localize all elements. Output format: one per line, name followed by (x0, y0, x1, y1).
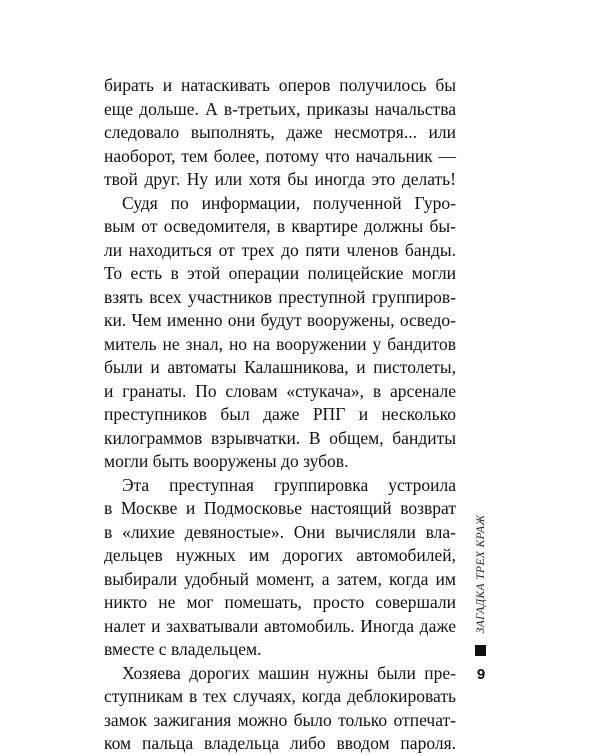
text-line: твой друг. Ну или хотя бы иногда это делать! (104, 169, 456, 189)
text-line: Хозяева дорогих машин нужны были пре- (122, 662, 456, 683)
paragraph (104, 662, 456, 756)
running-head-title: ЗАГАДКА ТРЕХ КРАЖ (475, 514, 487, 634)
text-line: вым от осведомителя, в квартире должны бы- (104, 216, 456, 236)
text-line: могли быть вооружены до зубов. (104, 451, 349, 471)
body-text (104, 74, 456, 756)
paragraph (104, 74, 456, 192)
paragraph (104, 474, 456, 662)
text-line: взять всех участников преступной группиров- (104, 286, 456, 307)
text-line: ки. Чем именно они будут вооружены, осведо- (104, 310, 456, 330)
text-line: выбирали удобный момент, а затем, когда им (104, 568, 456, 589)
text-line: и гранаты. По словам «стукача», в арсенале (104, 380, 456, 401)
text-line: замок зажигания можно было только отпечат- (104, 709, 456, 730)
text-line: в «лихие девяностые». Они вычисляли вла- (104, 521, 456, 542)
section-marker-square (475, 645, 486, 656)
text-line: ступникам в тех случаях, когда деблокировать (104, 686, 456, 706)
text-line: никто не мог помешать, просто совершали (104, 592, 456, 612)
text-line: дельцев нужных им дорогих автомобилей, (104, 545, 456, 565)
text-line: еще дольше. А в-третьих, приказы начальства (104, 98, 456, 119)
text-line: преступников был даже РПГ и несколько (104, 404, 456, 424)
text-line: То есть в этой операции полицейские могли (104, 263, 456, 283)
text-line: килограммов взрывчатки. В общем, бандиты (104, 427, 456, 448)
text-line: следовало выполнять, даже несмотря... или (104, 122, 456, 142)
text-line: митель не знал, но на вооружении у бандитов (104, 333, 456, 354)
text-line: бирать и натаскивать оперов получилось бы (104, 75, 456, 95)
text-line: вместе с владельцем. (104, 639, 262, 659)
text-line: Судя по информации, полученной Гуро- (122, 192, 456, 213)
text-line: ком пальца владельца либо вводом пароля. (104, 733, 456, 753)
text-line: Эта преступная группировка устроила (122, 474, 456, 495)
page-number: 9 (476, 666, 486, 683)
text-line: были и автоматы Калашникова, и пистолеты, (104, 357, 456, 377)
paragraph (104, 192, 456, 474)
text-line: налет и захватывали автомобиль. Иногда даже (104, 615, 456, 636)
running-head (468, 508, 494, 640)
text-line: в Москве и Подмосковье настоящий возврат (104, 498, 456, 518)
text-line: наоборот, тем более, потому что начальник — (104, 145, 456, 166)
text-line: ли находиться от трех до пяти членов банды. (104, 239, 456, 260)
